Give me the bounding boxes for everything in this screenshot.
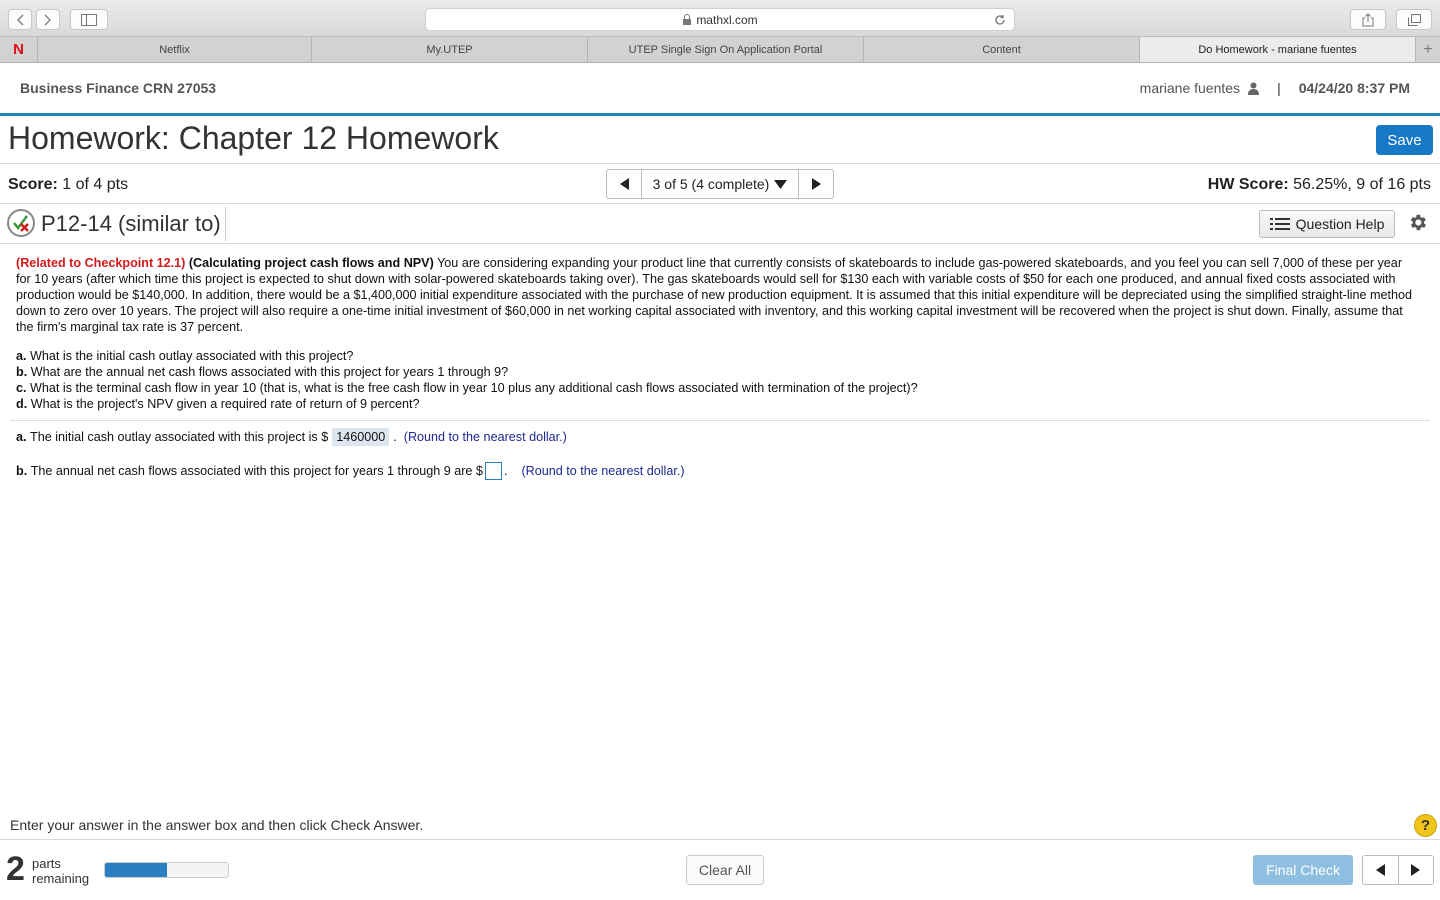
answer-b-input[interactable] xyxy=(485,462,502,480)
settings-button[interactable] xyxy=(1407,212,1428,238)
answer-b-hint: (Round to the nearest dollar.) xyxy=(521,464,685,478)
chevron-left-icon xyxy=(16,14,24,26)
hw-score: HW Score: 56.25%, 9 of 16 pts xyxy=(1207,176,1431,193)
share-button[interactable] xyxy=(1350,9,1386,30)
reload-icon[interactable] xyxy=(994,14,1006,26)
question-id: P12-14 (similar to) xyxy=(41,211,221,236)
triangle-down-icon xyxy=(774,180,787,189)
clear-all-button[interactable]: Clear All xyxy=(686,855,764,885)
course-name: Business Finance CRN 27053 xyxy=(20,80,217,96)
score: Score: 1 of 4 pts xyxy=(8,176,129,193)
footer-next-button[interactable] xyxy=(1398,856,1434,884)
tab-bar xyxy=(0,37,1440,63)
divider xyxy=(10,420,1430,421)
question-part: b. What are the annual net cash flows associated with this project for years 1 through 9? xyxy=(16,365,509,379)
tab-netflix-favicon[interactable] xyxy=(0,37,38,62)
save-button[interactable]: Save xyxy=(1376,125,1433,155)
answer-a-value: 1460000 xyxy=(332,428,389,446)
share-icon xyxy=(1362,13,1374,27)
sidebar-button[interactable] xyxy=(70,9,108,30)
address-bar[interactable] xyxy=(425,8,1015,31)
page-title: Homework: Chapter 12 Homework xyxy=(8,120,499,156)
list-icon xyxy=(1270,217,1290,231)
partial-credit-icon xyxy=(7,209,35,237)
divider xyxy=(0,203,1440,204)
progress-fill xyxy=(105,863,167,877)
plus-icon: + xyxy=(1423,40,1433,58)
parts-remaining-count: 2 xyxy=(6,850,25,888)
user-name[interactable]: mariane fuentes xyxy=(1139,80,1241,96)
question-topic: (Calculating project cash flows and NPV) xyxy=(188,256,434,270)
url-text: mathxl.com xyxy=(696,12,758,27)
triangle-left-icon xyxy=(620,178,629,190)
divider xyxy=(225,207,226,241)
date-time: 04/24/20 8:37 PM xyxy=(1298,80,1410,96)
tab-myutep[interactable]: My.UTEP xyxy=(312,37,588,62)
forward-button[interactable] xyxy=(36,9,60,30)
question-select[interactable] xyxy=(641,170,799,198)
question-help-button[interactable]: Question Help xyxy=(1259,210,1395,238)
previous-question-button[interactable] xyxy=(607,170,641,198)
next-question-button[interactable] xyxy=(799,170,833,198)
user-icon xyxy=(1248,82,1259,95)
instruction-text: Enter your answer in the answer box and then click Check Answer. xyxy=(10,817,424,833)
answer-a-hint: (Round to the nearest dollar.) xyxy=(403,430,567,444)
question-part: c. What is the terminal cash flow in year 10 (that is, what is the free cash flow in year 10 plus any additional cash flows associated with termination of the project)? xyxy=(16,381,918,395)
divider xyxy=(0,839,1440,840)
sidebar-icon xyxy=(81,14,97,26)
back-button[interactable] xyxy=(8,9,32,30)
triangle-right-icon xyxy=(812,178,821,190)
browser-toolbar xyxy=(0,0,1440,37)
question-part: a. What is the initial cash outlay associated with this project? xyxy=(16,349,354,363)
question-body: You are considering expanding your product line that currently consists of skateboards to include gas-powered skateboards, and you feel you can sell 7,000 of these per year for 10 years (after which time this project is expected to shut down with solar-powered skateboards taking over). The gas skateboards would sell for $130 each with variable costs of $50 for each one produced, and annual fixed costs associated with production would be $140,000. In addition, there would be a $1,400,000 initial expenditure associated with the purchase of new production equipment. It is assumed that this initial expenditure will be depreciated using the simplified straight-line method down to zero over 10 years. The project will also require a one-time initial investment of $60,000 in net working capital associated with inventory, and this working capital investment will be recovered when the project is shut down. Finally, assume that the firm's marginal tax rate is 37 percent. xyxy=(16,256,1412,334)
tab-do-homework[interactable]: Do Homework - mariane fuentes xyxy=(1140,37,1416,62)
question-parts xyxy=(16,348,918,412)
related-checkpoint[interactable]: (Related to Checkpoint 12.1) xyxy=(16,256,186,270)
triangle-right-icon xyxy=(1411,864,1420,876)
triangle-left-icon xyxy=(1376,864,1385,876)
new-tab-button[interactable] xyxy=(1416,37,1440,62)
tab-utep-sso[interactable]: UTEP Single Sign On Application Portal xyxy=(588,37,864,62)
question-navigator xyxy=(606,169,834,199)
help-icon[interactable]: ? xyxy=(1414,814,1437,837)
header-separator: | xyxy=(1277,80,1281,96)
question-position: 3 of 5 (4 complete) xyxy=(652,176,770,192)
user-info xyxy=(1140,80,1410,96)
parts-progress-bar xyxy=(104,862,229,878)
divider xyxy=(0,163,1440,164)
tabs-icon xyxy=(1408,14,1421,26)
answer-b: b. The annual net cash flows associated with this project for years 1 through 9 are $ . (Round to the nearest dollar.) xyxy=(16,464,685,478)
gear-icon xyxy=(1407,212,1428,233)
chevron-right-icon xyxy=(44,14,52,26)
final-check-button[interactable]: Final Check xyxy=(1253,855,1353,885)
hw-score-value: 56.25%, 9 of 16 pts xyxy=(1293,176,1431,193)
question-part: d. What is the project's NPV given a required rate of return of 9 percent? xyxy=(16,397,420,411)
netflix-logo-icon: N xyxy=(13,41,24,58)
divider xyxy=(0,243,1440,244)
score-value: 1 of 4 pts xyxy=(62,176,129,193)
footer-navigator xyxy=(1362,855,1434,885)
tab-netflix[interactable]: Netflix xyxy=(38,37,312,62)
lock-icon xyxy=(682,14,692,25)
footer-previous-button[interactable] xyxy=(1363,856,1398,884)
answer-a: a. The initial cash outlay associated with this project is $ 1460000 . (Round to the nearest dollar.) xyxy=(16,430,567,444)
question-text xyxy=(16,255,1416,335)
header-divider xyxy=(0,113,1440,116)
parts-remaining-label: parts remaining xyxy=(32,856,90,886)
tab-content[interactable]: Content xyxy=(864,37,1140,62)
tabs-overview-button[interactable] xyxy=(1396,9,1432,30)
